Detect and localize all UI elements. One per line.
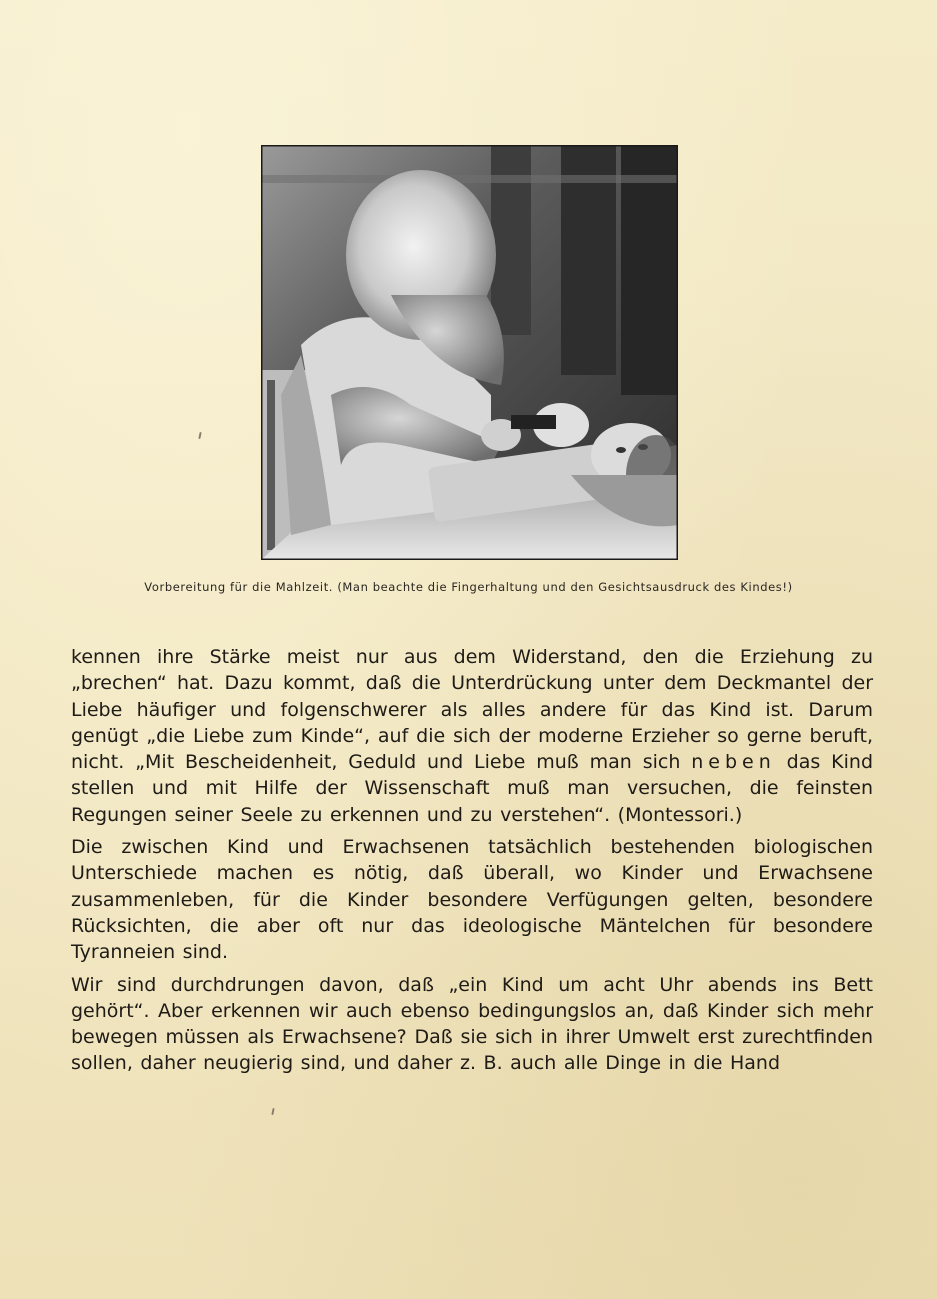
paper-speck (271, 1108, 274, 1115)
paragraph-1-before: kennen ihre Stärke meist nur aus dem Widerstand, den die Erziehung zu „brechen“ hat. Dazu kommt, daß die Unterdrückung unter dem Deckmantel der Liebe häufiger und folgenschwerer als alles andere für das Kind ist. Darum genügt „die Liebe zum Kinde“, auf die sich der moderne Erzieher so gerne beruft, nicht. „Mit Bescheidenheit, Geduld und Liebe muß man sich (71, 646, 873, 774)
paragraph-1 (71, 644, 873, 828)
paragraph-1-emphasis: neben (691, 751, 776, 774)
paragraph-1-after: das Kind stellen und mit Hilfe der Wissenschaft muß man versuchen, die feinsten Regungen seiner Seele zu erkennen und zu verstehen“. (Montessori.) (71, 751, 874, 826)
paper-speck (198, 432, 201, 439)
child-photo (261, 145, 678, 560)
paragraph-3: Wir sind durchdrungen davon, daß „ein Kind um acht Uhr abends ins Bett gehört“. Aber erkennen wir auch ebenso bedingungslos an, daß Kinder sich mehr bewegen müssen als Erwachsene? Daß sie sich in ihrer Umwelt erst zurechtfinden sollen, daher neugierig sind, und daher z. B. auch alle Dinge in die Hand (71, 973, 873, 1075)
child-photo-image (261, 145, 678, 560)
paragraph-2: Die zwischen Kind und Erwachsenen tatsächlich bestehenden biologischen Unterschiede machen es nötig, daß überall, wo Kinder und Erwachsene zusammenleben, für die Kinder besondere Verfügungen gelten, besondere Rücksichten, die aber oft nur das ideologische Mäntelchen für besondere Tyranneien sind. (71, 836, 873, 964)
photo-caption: Vorbereitung für die Mahlzeit. (Man beachte die Fingerhaltung und den Gesichtsausdruck des Kindes!) (144, 580, 793, 594)
body-text (71, 644, 873, 1077)
